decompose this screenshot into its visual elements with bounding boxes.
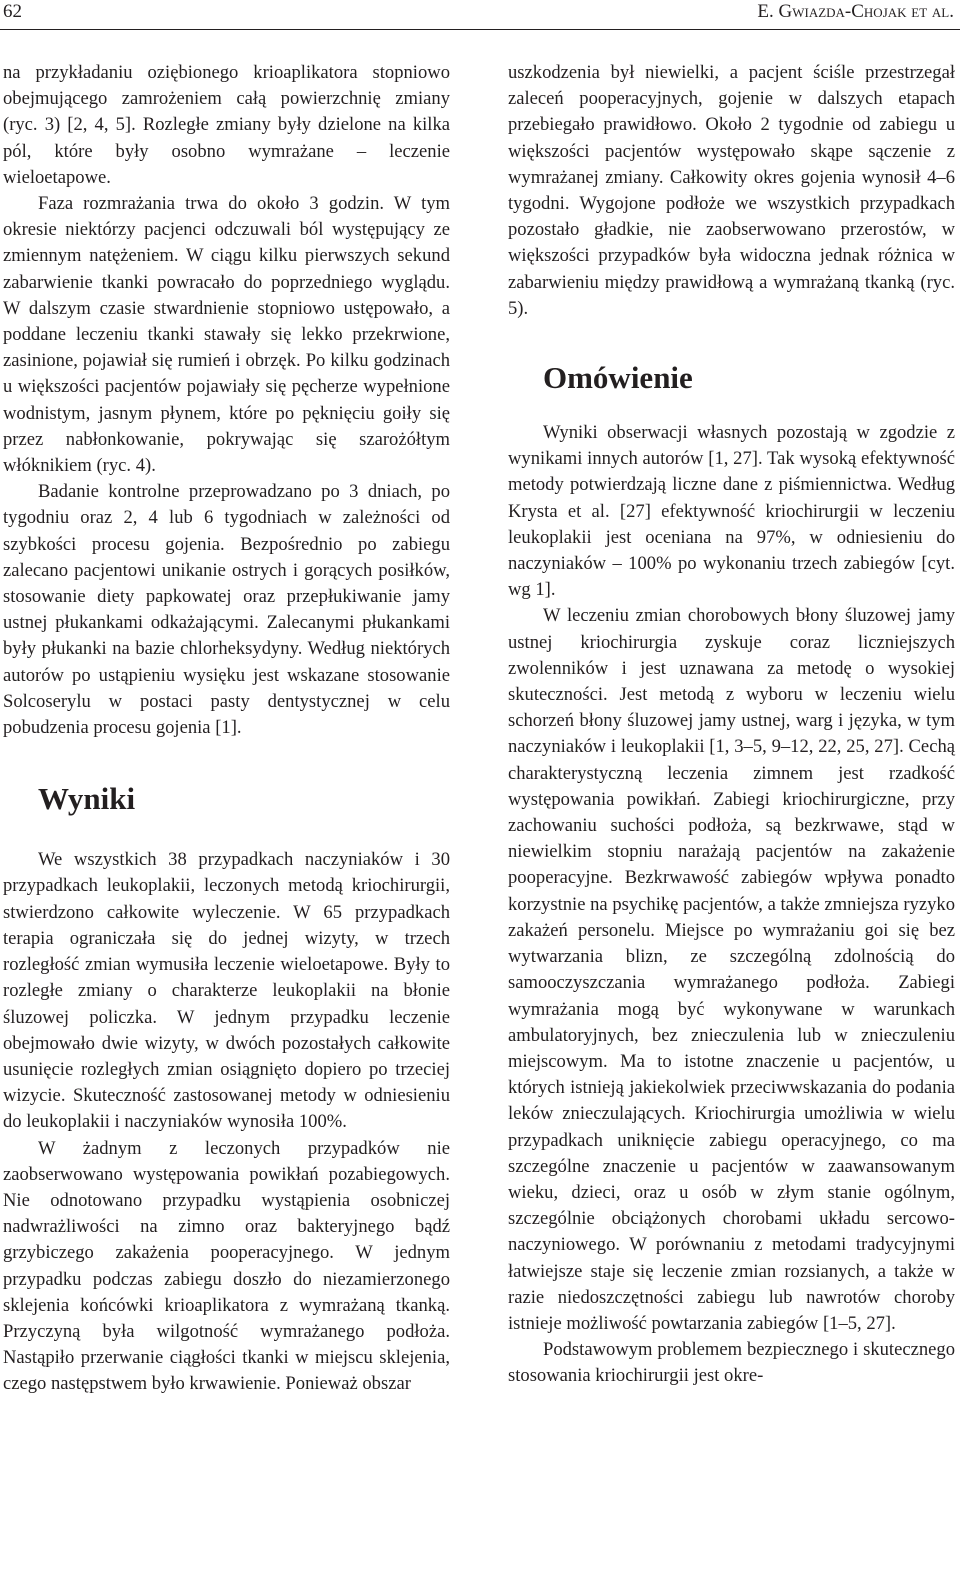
paragraph-discussion-end: Podstawowym problemem bezpiecznego i skutecznego stosowania kriochirurgii jest okre- [508,1339,955,1387]
paragraph-discussion-main: W leczeniu zmian chorobowych błony śluzowej jamy ustnej kriochirurgia zyskuje coraz liczniejszych zwolenników i jest uznawana za metodę o wysokiej skuteczności. Jest metodą z wyboru w leczeniu wielu schorzeń błony śluzowej jamy ustnej, warg i języka, w tym naczyniaków i leukoplakii [1, 3–5, 9–12, 22, 25, 27]. Cechą charakterystyczną leczenia zimnem jest rzadkość występowania powikłań. Zabiegi kriochirurgiczne, przy zachowaniu suchości podłoża, są bezkrwawe, stąd w niewielkim stopniu narażają pacjentów na zakażenie pooperacyjne. Bezkrwawość zabiegów wpływa ponadto korzystnie na psychikę pacjentów, a także zmniejsza ryzyko zakażeń personelu. Miejsce po wymrażaniu goi się bez wytwarzania blizn, ze szczególną zdolnością do samooczyszczania wymrażanego podłoża. Zabiegi wymrażania mogą być wykonywane w warunkach ambulatoryjnych, bez znieczulenia lub w znieczuleniu miejscowym. Ma to istotne znaczenie u pacjentów, u których istnieją jakiekolwiek przeciwwskazania do podania leków znieczulających. Kriochirurgia umożliwia w wielu przypadkach uniknięcie zabiegu operacyjnego, co ma szczególne znaczenie u pacjentów w zaawansowanym wieku, dzieci, oraz u osób w złym stanie ogólnym, szczególnie obciążonych chorobami układu sercowo-naczyniowego. W porównaniu z metodami tradycyjnymi łatwiejsze staje się leczenie zmian rozsianych, a także w razie niedoszczętności zabiegu lub nawrotów choroby istnieje możliwość powtarzania zabiegów [1–5, 27]. [508,605,955,1334]
section-heading-results: Wyniki [38,781,136,817]
right-column [508,60,955,1390]
header-rule [0,29,960,30]
section-heading-discussion: Omówienie [543,360,693,396]
page-header [0,0,960,32]
paragraph-discussion-intro: Wyniki obserwacji własnych pozostają w zgodzie z wynikami innych autorów [1, 27]. Tak wysoką efektywność metody potwierdzają liczne dane z piśmiennictwa. Według Krysta et al. [27] efektywność kriochirurgii w leczeniu leukoplakii jest oceniana na 97%, w odniesieniu do naczyniaków – 100% po wykonaniu trzech zabiegów [cyt. wg 1]. [508,422,955,601]
paragraph-results: We wszystkich 38 przypadkach naczyniaków i 30 przypadkach leukoplakii, leczonych metodą kriochirurgii, stwierdzono całkowite wyleczenie. W 65 przypadkach terapia ograniczała się do jednej wizyty, w trzech rozległość zmian wymusiła leczenie wieloetapowe. Były to rozległe zmiany o charakterze leukoplakii na błonie śluzowej policzka. W jednym przypadku leczenie obejmowało dwie wizyty, w dwóch pozostałych całkowite usunięcie rozległych zmian osiągnięto dopiero po trzeciej wizycie. Skuteczność zastosowanej metody w odniesieniu do leukoplakii i naczyniaków wynosiła 100%. [3,849,450,1133]
paragraph-continuation: na przykładaniu oziębionego krioaplikatora stopniowo obejmującego zamrożeniem całą powierzchnię zmiany (ryc. 3) [2, 4, 5]. Rozległe zmiany były dzielone na kilka pól, które były osobno wymrażane – leczenie wieloetapowe. [3,62,450,188]
running-head: E. Gwiazda-Chojak et al. [757,1,954,22]
paragraph-follow-up: Badanie kontrolne przeprowadzano po 3 dniach, po tygodniu oraz 2, 4 lub 6 tygodniach w zależności od szybkości procesu gojenia. Bezpośrednio po zabiegu zalecano pacjentowi unikanie ostrych i gorących posiłków, stosowanie diety papkowatej oraz przepłukiwanie jamy ustnej płukankami odkażającymi. Zalecanymi płukankami były płukanki na bazie chlorheksydyny. Według niektórych autorów po ustąpieniu wysięku jest wskazane stosowanie Solcoserylu w postaci pasty dentystycznej w celu pobudzenia procesu gojenia [1]. [3,481,450,739]
page-number: 62 [3,1,22,22]
paragraph-thawing-phase: Faza rozmrażania trwa do około 3 godzin. W tym okresie niektórzy pacjenci odczuwali ból występujący ze zmiennym natężeniem. W ciągu kilku pierwszych sekund zabarwienie tkanki powracało do poprzedniego wyglądu. W dalszym czasie stwardnienie stopniowo ustępowało, a poddane leczeniu tkanki stawały się lekko przekrwione, zasinione, pojawiał się rumień i obrzęk. Po kilku godzinach u większości pacjentów pojawiały się pęcherze wypełnione wodnistym, jasnym płynem, które po pęknięciu goiły się przez nabłonkowanie, pokrywając się szarożółtym włóknikiem (ryc. 4). [3,193,450,477]
paragraph-complications: W żadnym z leczonych przypadków nie zaobserwowano występowania powikłań pozabiegowych. Nie odnotowano przypadku wystąpienia osobniczej nadwrażliwości na zimno oraz bakteryjnego bądź grzybiczego zakażenia pooperacyjnego. W jednym przypadku podczas zabiegu doszło do niezamierzonego sklejenia końcówki krioaplikatora z wymrażaną tkanką. Przyczyną była wilgotność wymrażanego podłoża. Nastąpiło przerwanie ciągłości tkanki w miejscu sklejenia, czego następstwem było krwawienie. Ponieważ obszar [3,1137,450,1395]
left-column [3,60,450,1398]
paragraph-healing: uszkodzenia był niewielki, a pacjent ściśle przestrzegał zaleceń pooperacyjnych, gojenie w dalszych etapach przebiegało prawidłowo. Około 2 tygodnie od zabiegu u większości pacjentów występowało skąpe sączenie z wymrażanej zmiany. Całkowity okres gojenia wynosił 4–6 tygodni. Wygojone podłoże we wszystkich przypadkach pozostało gładkie, nie zaobserwowano przerostów, w większości przypadków była widoczna jednak różnica w zabarwieniu między prawidłową a wymrażaną tkanką (ryc. 5). [508,62,955,319]
